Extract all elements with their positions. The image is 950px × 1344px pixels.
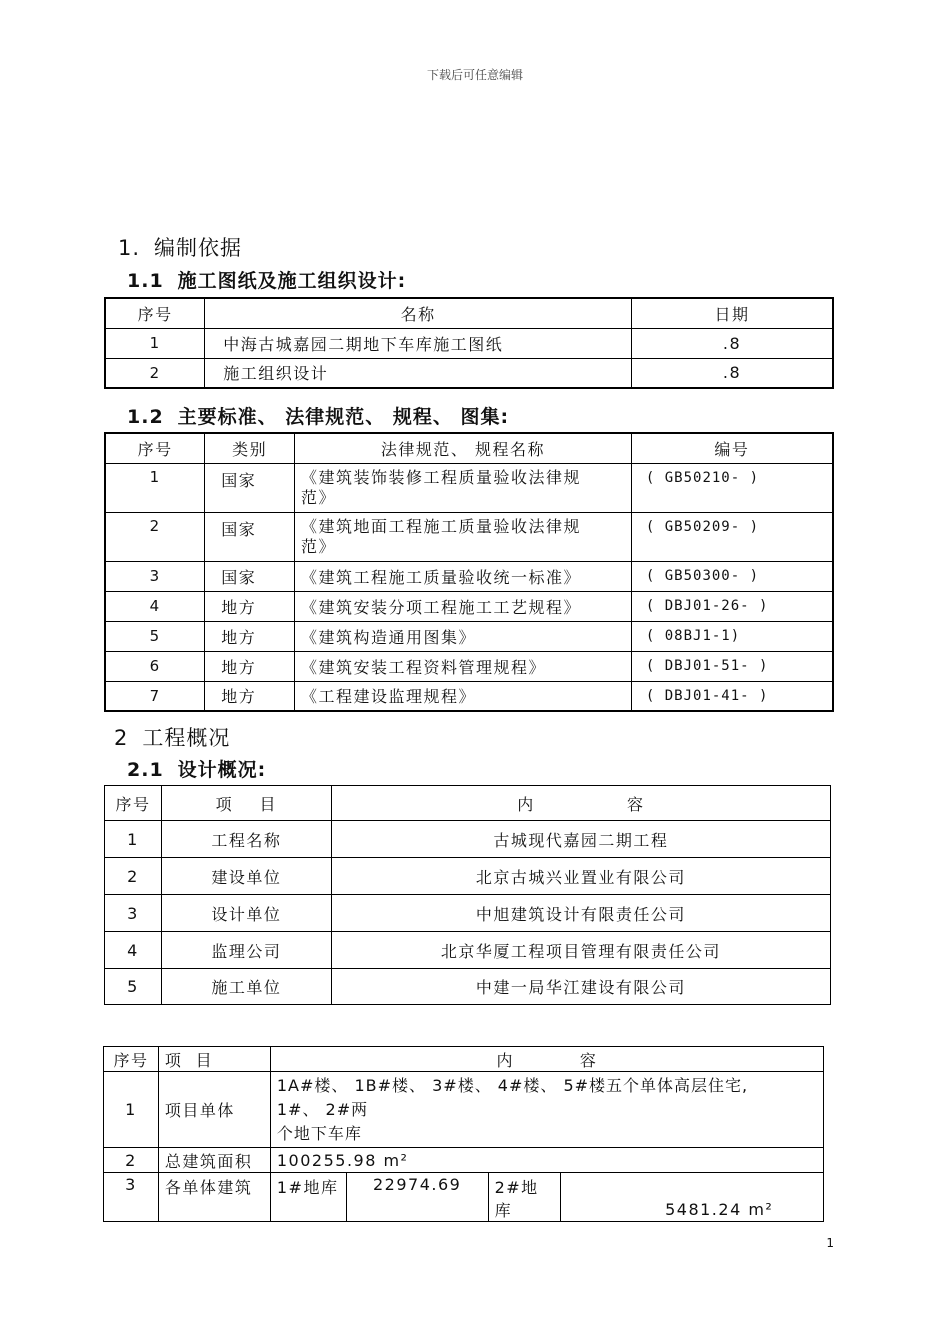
item-label: 各单体建筑 (158, 1173, 270, 1222)
header-cell: 法律规范、 规程名称 (295, 433, 632, 463)
standard-code: ( GB50210- ) (631, 463, 833, 512)
header-cell: 编号 (631, 433, 833, 463)
row-number: 2 (105, 858, 162, 895)
standard-code: ( 08BJ1-1) (631, 621, 833, 651)
header-cell: 内 容 (270, 1047, 823, 1072)
standard-name-line2: 范》 (301, 487, 337, 507)
row-number: 2 (104, 1148, 159, 1173)
item-content: 中建一局华江建设有限公司 (331, 969, 830, 1005)
section-number: 2.1 (127, 759, 164, 781)
section-number: 1.2 (127, 406, 164, 428)
header-cell: 项 目 (161, 786, 331, 821)
content-line: 个地下车库 (276, 1123, 362, 1143)
header-cell: 日期 (632, 298, 833, 328)
standard-name-line2: 范》 (301, 536, 337, 556)
header-cell: 序号 (105, 786, 162, 821)
header-cell: 名称 (205, 298, 632, 328)
standard-name (295, 463, 632, 512)
header-cell: 内 容 (331, 786, 830, 821)
standard-code: ( GB50300- ) (631, 561, 833, 591)
standards-table (104, 432, 834, 712)
section-2-1-heading (127, 755, 266, 782)
table-header-row (105, 298, 833, 328)
standard-name: 《建筑构造通用图集》 (295, 621, 632, 651)
header-cell: 项 目 (158, 1047, 270, 1072)
table-header-row (105, 786, 831, 821)
table-row (105, 512, 833, 561)
item-content: 古城现代嘉园二期工程 (331, 821, 830, 858)
table-row (105, 561, 833, 591)
header-cell: 序号 (104, 1047, 159, 1072)
row-number: 3 (104, 1173, 159, 1222)
standard-name: 《建筑工程施工质量验收统一标准》 (295, 561, 632, 591)
header-cell: 序号 (105, 298, 205, 328)
table-row (105, 358, 833, 388)
item-label: 总建筑面积 (158, 1148, 270, 1173)
item-content: 北京古城兴业置业有限公司 (331, 858, 830, 895)
section-1-1-heading (127, 266, 406, 293)
section-1-2-heading (127, 402, 509, 429)
building-area: 22974.69 (346, 1173, 488, 1222)
standard-code: ( DBJ01-26- ) (631, 591, 833, 621)
drawing-date: .8 (632, 328, 833, 358)
table-row (105, 591, 833, 621)
header-cell: 序号 (105, 433, 205, 463)
section-number: 1. (118, 236, 141, 260)
category: 地方 (205, 621, 295, 651)
category: 地方 (205, 651, 295, 681)
item-content (270, 1072, 823, 1148)
table-row (104, 1173, 824, 1222)
table-row (104, 1148, 824, 1173)
category: 国家 (205, 463, 295, 512)
section-title: 工程概况 (142, 726, 231, 750)
row-number: 5 (105, 969, 162, 1005)
drawing-name: 中海古城嘉园二期地下车库施工图纸 (205, 328, 632, 358)
drawing-name: 施工组织设计 (205, 358, 632, 388)
building-area: 5481.24 m² (561, 1173, 824, 1222)
section-number: 1.1 (127, 270, 164, 292)
item-label: 施工单位 (161, 969, 331, 1005)
table-row (105, 681, 833, 711)
section-number: 2 (114, 726, 129, 750)
table-row (105, 621, 833, 651)
item-label: 项目单体 (158, 1072, 270, 1148)
row-number: 1 (105, 821, 162, 858)
project-info-table (104, 785, 831, 1005)
row-number: 4 (105, 932, 162, 969)
standard-code: ( DBJ01-51- ) (631, 651, 833, 681)
item-label: 建设单位 (161, 858, 331, 895)
standard-name: 《建筑安装分项工程施工工艺规程》 (295, 591, 632, 621)
table-row (105, 651, 833, 681)
row-number: 3 (105, 561, 205, 591)
building-name: 1#地库 (270, 1173, 346, 1222)
standard-name: 《工程建设监理规程》 (295, 681, 632, 711)
header-cell: 类别 (205, 433, 295, 463)
row-number: 7 (105, 681, 205, 711)
item-content: 100255.98 m² (270, 1148, 823, 1173)
content-line: 1A#楼、 1B#楼、 3#楼、 4#楼、 5#楼五个单体高层住宅, (276, 1075, 749, 1095)
row-number: 4 (105, 591, 205, 621)
standard-name (295, 512, 632, 561)
row-number: 1 (105, 463, 205, 512)
table-row (105, 328, 833, 358)
table-row (105, 821, 831, 858)
section-2-heading (114, 722, 230, 752)
table-row (105, 858, 831, 895)
item-label: 工程名称 (161, 821, 331, 858)
category: 国家 (205, 561, 295, 591)
section-title: 施工图纸及施工组织设计: (177, 270, 407, 292)
building-name: 2#地库 (488, 1173, 561, 1222)
content-line: 1#、 2#两 (276, 1099, 369, 1119)
building-info-table (103, 1046, 824, 1222)
section-title: 主要标准、 法律规范、 规程、 图集: (177, 406, 510, 428)
category: 国家 (205, 512, 295, 561)
table-row (105, 969, 831, 1005)
section-title: 编制依据 (154, 236, 243, 260)
table-row (105, 895, 831, 932)
standard-code: ( DBJ01-41- ) (631, 681, 833, 711)
section-1-heading (118, 232, 242, 262)
row-number: 1 (104, 1072, 159, 1148)
row-number: 6 (105, 651, 205, 681)
row-number: 2 (105, 358, 205, 388)
header-note: 下载后可任意编辑 (426, 68, 523, 82)
table-header-row (104, 1047, 824, 1072)
standard-name-line1: 《建筑地面工程施工质量验收法律规 (301, 516, 582, 536)
standard-code: ( GB50209- ) (631, 512, 833, 561)
row-number: 1 (105, 328, 205, 358)
table-header-row (105, 433, 833, 463)
item-content: 北京华厦工程项目管理有限责任公司 (331, 932, 830, 969)
page-number: 1 (826, 1236, 834, 1250)
row-number: 3 (105, 895, 162, 932)
table-row (104, 1072, 824, 1148)
drawing-date: .8 (632, 358, 833, 388)
category: 地方 (205, 591, 295, 621)
table-row (105, 932, 831, 969)
row-number: 2 (105, 512, 205, 561)
drawings-table (104, 297, 834, 389)
category: 地方 (205, 681, 295, 711)
item-label: 设计单位 (161, 895, 331, 932)
table-row (105, 463, 833, 512)
item-content: 中旭建筑设计有限责任公司 (331, 895, 830, 932)
standard-name: 《建筑安装工程资料管理规程》 (295, 651, 632, 681)
section-title: 设计概况: (177, 759, 267, 781)
row-number: 5 (105, 621, 205, 651)
standard-name-line1: 《建筑装饰装修工程质量验收法律规 (301, 467, 582, 487)
item-label: 监理公司 (161, 932, 331, 969)
